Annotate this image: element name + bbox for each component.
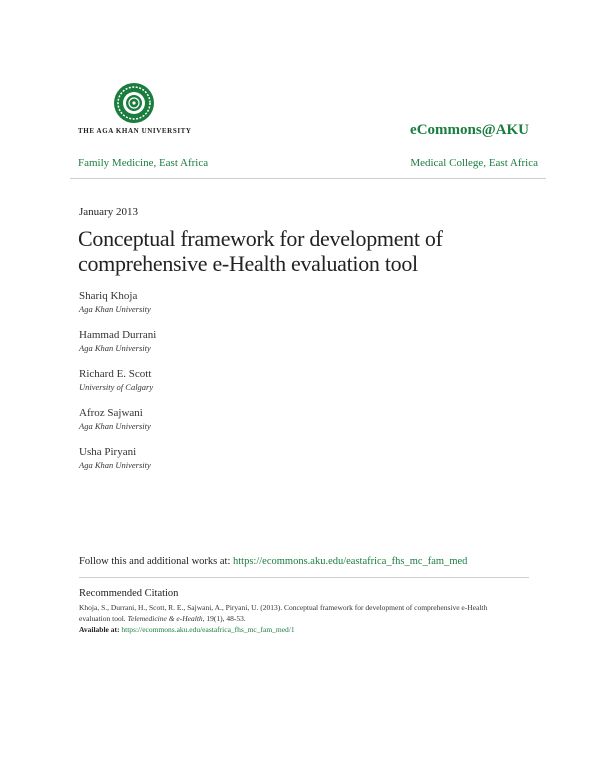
brand-link[interactable]: eCommons@AKU bbox=[410, 122, 529, 138]
citation-text: Khoja, S., Durrani, H., Scott, R. E., Sajwani, A., Piryani, U. (2013). Conceptual framework for development of comprehensive e-Health evaluation tool. bbox=[79, 603, 488, 623]
author-affiliation: University of Calgary bbox=[79, 382, 154, 392]
author-entry bbox=[79, 368, 156, 393]
author-affiliation: Aga Khan University bbox=[79, 343, 151, 353]
article-title: Conceptual framework for development of comprehensive e-Health evaluation tool bbox=[78, 226, 443, 276]
available-link[interactable]: https://ecommons.aku.edu/eastafrica_fhs_mc_fam_med/1 bbox=[121, 625, 295, 634]
publication-date: January 2013 bbox=[79, 206, 138, 218]
author-entry bbox=[79, 407, 156, 432]
follow-link[interactable]: https://ecommons.aku.edu/eastafrica_fhs_mc_fam_med bbox=[233, 556, 468, 567]
university-seal-icon bbox=[113, 82, 155, 124]
citation-journal: Telemedicine & e-Health bbox=[127, 614, 203, 623]
author-name: Afroz Sajwani bbox=[79, 407, 143, 419]
author-name: Richard E. Scott bbox=[79, 368, 152, 380]
header-divider bbox=[70, 178, 546, 179]
logo-text: THE AGA KHAN UNIVERSITY bbox=[78, 127, 192, 135]
author-entry bbox=[79, 290, 156, 315]
author-name: Hammad Durrani bbox=[79, 329, 157, 341]
citation-body bbox=[79, 602, 519, 635]
author-affiliation: Aga Khan University bbox=[79, 460, 151, 470]
author-entry bbox=[79, 329, 156, 354]
follow-label: Follow this and additional works at: bbox=[79, 556, 231, 567]
author-name: Shariq Khoja bbox=[79, 290, 138, 302]
collection-link-family-medicine[interactable]: Family Medicine, East Africa bbox=[78, 157, 209, 169]
university-logo bbox=[78, 82, 190, 140]
citation-journal-details: , 19(1), 48-53. bbox=[202, 614, 246, 623]
available-label: Available at: bbox=[79, 625, 120, 634]
author-list bbox=[79, 290, 156, 485]
author-name: Usha Piryani bbox=[79, 446, 137, 458]
author-entry bbox=[79, 446, 156, 471]
collection-link-medical-college[interactable]: Medical College, East Africa bbox=[410, 157, 538, 169]
author-affiliation: Aga Khan University bbox=[79, 421, 151, 431]
citation-divider bbox=[79, 577, 529, 578]
author-affiliation: Aga Khan University bbox=[79, 304, 151, 314]
citation-heading: Recommended Citation bbox=[79, 588, 179, 599]
follow-line bbox=[79, 556, 467, 567]
